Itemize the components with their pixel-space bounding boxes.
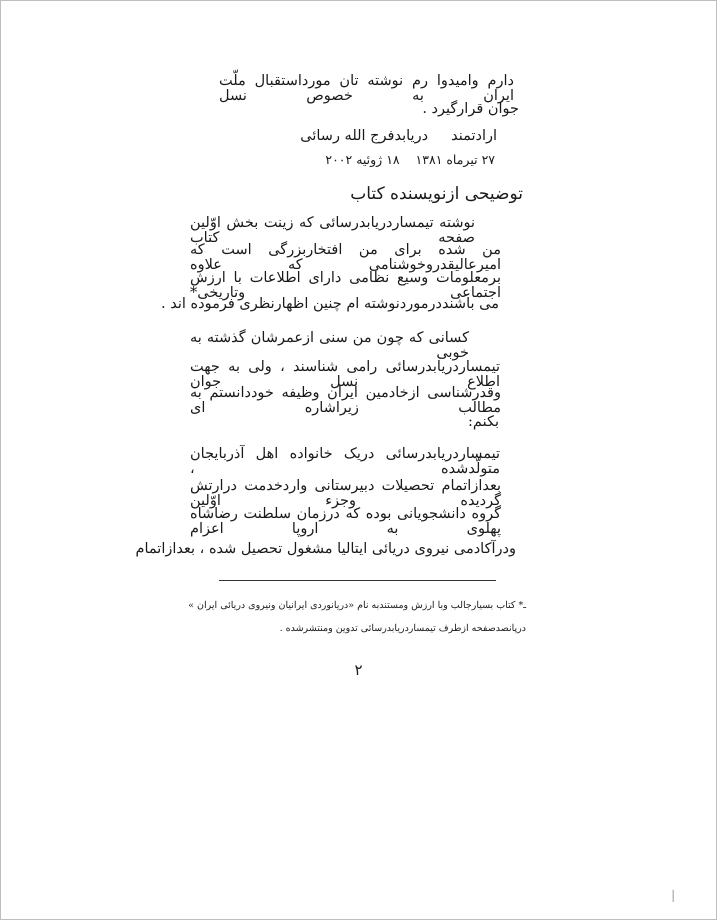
page-number: ۲: [354, 661, 363, 679]
paragraph-2-line-2: تیمساردریابدرسائی رامی شناسند ، ولی به جهت اطلاع نسل جوان: [190, 359, 500, 390]
paragraph-3-line-1: تیمساردریابدرسائی دریک خانواده اهل آذربایجان متولّدشده ،: [190, 446, 500, 477]
paragraph-1-line-1: نوشته تیمساردریابدرسائی که زینت بخش اوّلین صفحه کتاب: [190, 215, 475, 246]
corner-scan-mark: ﺍ: [671, 887, 676, 906]
section-heading: توضیحی ازنویسنده کتاب: [350, 184, 523, 204]
letter-closing-line-1: دارم وامیدوا رم نوشته تان مورداستقبال ملّت ایران به خصوص نسل: [219, 73, 514, 104]
paragraph-2-line-3: وقدرشناسی ازخادمین ایران وظیفه خوددانستم به مطالب زیراشاره ای: [190, 385, 501, 416]
paragraph-3-line-3: گروه دانشجویانی بوده که درزمان سلطنت رضاشاه پهلوی به اروپا اعزام: [190, 506, 501, 537]
paragraph-1-line-4: می باشنددرموردنوشته ام چنین اظهارنظری فرموده اند .: [161, 296, 499, 312]
paragraph-2-line-1: کسانی که چون من سنی ازعمرشان گذشته به خوبی: [190, 330, 469, 361]
footnote-line-2: درپانصدصفحه ازطرف تیمساردریابدرسائی تدوین ومنتشرشده .: [279, 623, 526, 634]
letter-signature: ارادتمند دریابدفرج الله رسائی: [300, 128, 497, 144]
letter-closing-line-2: جوان قرارگیرد .: [422, 101, 519, 117]
letter-date: ۲۷ تیرماه ۱۳۸۱ ۱۸ ژوئیه ۲۰۰۲: [325, 152, 495, 167]
paragraph-2-line-4: بکنم:: [468, 414, 499, 430]
footnote-line-1: ـ* کتاب بسیارجالب وبا ارزش ومستندبه نام «دریانوردی ایرانیان ونیروی دریائی ایران »: [188, 600, 526, 611]
paragraph-3-line-4: ودرآکادمی نیروی دریائی ایتالیا مشغول تحصیل شده ، بعدازاتمام: [135, 541, 516, 557]
paragraph-3-line-2: بعدازاتمام تحصیلات دبیرستانی واردخدمت درارتش گردیده وجزء اوّلین: [190, 478, 501, 509]
footnote-divider: [219, 580, 496, 581]
paragraph-1-line-3: برمعلومات وسیع نظامی دارای اطلاعات با ارزش اجتماعی وتاریخی*: [190, 270, 501, 301]
paragraph-1-line-2: من شده برای من افتخاربزرگی است که امیرعالیقدروخوشنامی که علاوه: [190, 242, 501, 273]
